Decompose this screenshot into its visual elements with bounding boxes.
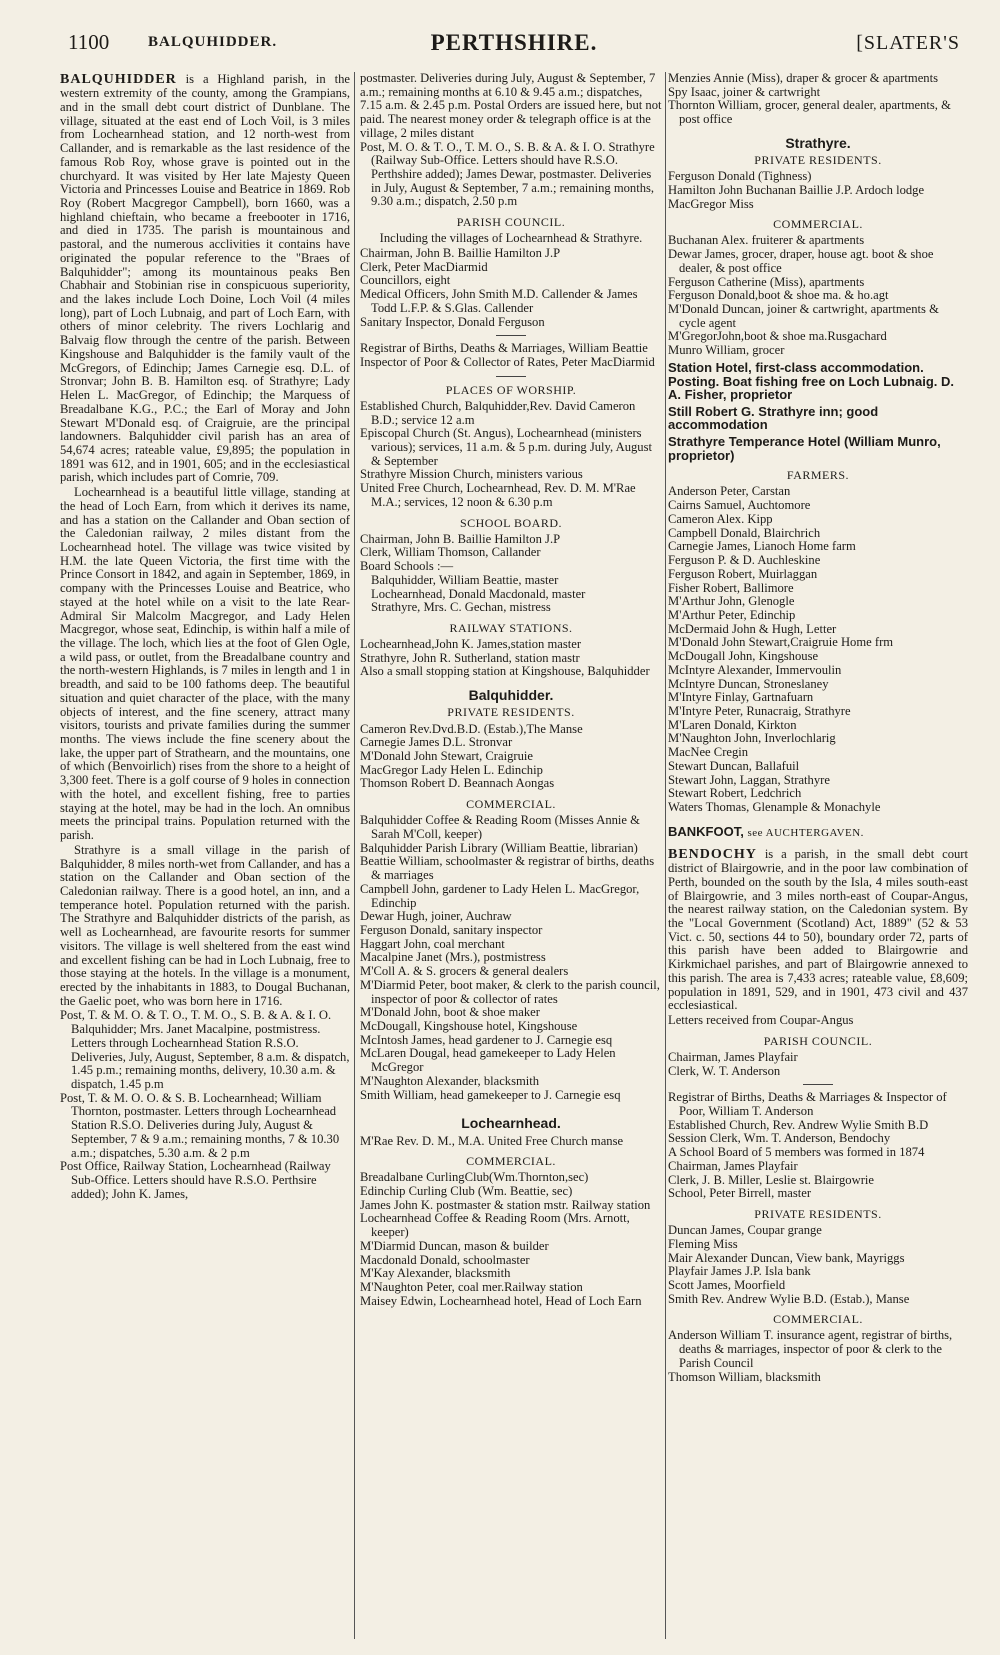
list-item: M'Naughton Peter, coal mer.Railway station	[360, 1280, 583, 1295]
intro-text: is a parish, in the small debt court district of Blairgowrie, and in the poor law combination of Perth, bounded on the south by the Isla, 4 miles south-east of Blairgowrie, and 3 miles north-east of Coupar-Angus, the nearest railway station, on the Caledonian system. By the "Local Government (Scotland) Act, 1889" (52 & 53 Vict. c. 50, sections 44 to 50), boundary order 72, parts of this parish have been added to Blairgowrie and Kirkmichael parishes, and part of Blairgowrie annexed to this parish. The area is 7,433 acres; rateable value, £8,609; population in 1891, 529, and in 1901, 473 civil and 437 ecclesiastical.	[668, 846, 968, 1013]
list-item: Carnegie James, Lianoch Home farm	[668, 539, 856, 554]
list-item: Stewart John, Laggan, Strathyre	[668, 772, 830, 787]
section-heading: FARMERS.	[786, 468, 850, 483]
list-item: Councillors, eight	[360, 273, 451, 288]
list-item: Balquhidder Coffee & Reading Room (Misses Annie & Sarah M'Coll, keeper)	[360, 813, 640, 841]
list-item: Maisey Edwin, Lochearnhead hotel, Head of Loch Earn	[360, 1293, 642, 1308]
list-item: Stewart Duncan, Ballafuil	[668, 758, 800, 773]
intro-text: is a Highland parish, in the western extremity of the county, among the Grampians, and in the small debt court district of Dunblane. The village, situated at the east end of Loch Voil, is 3 miles from Lochearnhead station, and 12 north-west from Callander, and is remarkable as the last residence of the famous Rob Roy, whose grave is pointed out in the churchyard. It was visited by Her late Majesty Queen Victoria and Princesses Louise and Beatrice in 1869. Rob Roy (Robert Macgregor Campbell), born 1660, was a highland chieftain, who became a freebooter in 1716, and died in 1735. The parish is mountainous and pastoral, and the numerous acclivities it contains have originated the popular reference to the "Braes of Balquhidder"; among its mountainous peaks Ben Chabhair and Stobinian rise in conspicuous superiority, and the lakes include Loch Doine, Loch Voil (4 miles long), part of Loch Lubnaig, and part of Loch Earn, with others of minor celebrity. The rivers Lochlarig and Balvaig flow through the centre of the parish. Between Kingshouse and Balquhidder is the family vault of the McGregors, of Edinchip; James Carnegie esq. D.L. of Stronvar; John B. B. Hamilton esq. of Strathyre; Lady Helen L. MacGregor, of Edinchip; the Marquess of Breadalbane K.G., P.C.; the Earl of Moray and John Stewart M'Donald esq. of Craigruie, are the principal landowners. Balquhidder civil parish has an area of 54,674 acres; rateable value, £9,895; the population in 1891 was 612, and in 1901, 605; and in the ecclesiastical parish, which includes part of Comrie, 709.	[60, 72, 350, 485]
list-item: M'Donald Duncan, joiner & cartwright, apartments & cycle agent	[668, 302, 939, 330]
list-item: Ferguson Catherine (Miss), apartments	[668, 274, 865, 289]
list-item: Chairman, James Playfair	[668, 1158, 798, 1173]
list-item: Lochearnhead, Donald Macdonald, master	[371, 586, 586, 601]
list-item: Dewar James, grocer, draper, house agt. boot & shoe dealer, & post office	[668, 247, 934, 275]
list-item: Cairns Samuel, Auchtomore	[668, 498, 811, 513]
lochearnhead-paragraph: Lochearnhead is a beautiful little village, standing at the head of Loch Earn, from which it derives its name, and has a station on the Callander and Oban section of the Caledonian railway, 2 miles distant from the Lochearnhead hotel. The village was twice visited by H.M. the late Queen Victoria, the first time with the Prince Consort in 1842, and again in September, 1869, in company with the Princesses Louise and Beatrice, who stayed at the hotel while on a visit to the late Rear-Admiral Sir Malcolm Macgregor, and Lady Helen Macgregor, whose seat, Edinchip, is within half a mile of the village. The loch, which lies at the foot of Glen Ogle, a wild pass, or outlet, from the Breadalbane country and the north-western Highlands, is 7 miles in length and 1 in breadth, and said to be 100 fathoms deep. The beautiful situation and quiet character of the place, with the many objects of interest, and the fine scenery, attract many visitors, tourists and private families during the summer months. The views include the fine scenery about the lake, the upper part of Strathearn, and the mountains, one of which (Benvoirlich) rises from the shore to a height of 3,300 feet. There is a golf course of 9 holes in connection with the hotel, and excellent fishing, free to parties staying at the hotel, may be had in the loch. An omnibus meets the principal trains. Population returned with the parish.	[60, 485, 350, 843]
post-office-entry: Post Office, Railway Station, Lochearnhead (Railway Sub-Office. Letters should have R.S.O. Perthsire added); John K. James,	[60, 1159, 331, 1201]
list-item: M'Donald John Stewart,Craigruie Home frm	[668, 635, 894, 650]
list-item: Session Clerk, Wm. T. Anderson, Bendochy	[668, 1131, 891, 1146]
list-item: Beattie William, schoolmaster & registrar of births, deaths & marriages	[360, 854, 655, 883]
list-item: Thornton William, grocer, general dealer, apartments, & post office	[668, 98, 951, 127]
bankfoot-cross-reference	[668, 825, 968, 839]
list-item: Duncan James, Coupar grange	[668, 1223, 822, 1238]
list-item: Thomson Robert D. Beannach Aongas	[360, 776, 555, 791]
list-item: Waters Thomas, Glenample & Monachyle	[668, 800, 881, 814]
list-item: Registrar of Births, Deaths & Marriages & Inspector of Poor, William T. Anderson	[668, 1090, 947, 1118]
advertisement: Strathyre Temperance Hotel (William Munro, proprietor)	[668, 434, 941, 463]
column-divider	[665, 72, 666, 1639]
list-item: Ferguson Robert, Muirlaggan	[668, 566, 818, 581]
list-item: School, Peter Birrell, master	[668, 1186, 812, 1201]
list-item: McLaren Dougal, head gamekeeper to Lady Helen McGregor	[360, 1046, 616, 1075]
list-item: Registrar of Births, Deaths & Marriages, William Beattie	[360, 341, 648, 356]
page-number: 1100	[68, 30, 110, 54]
list-item: Chairman, John B. Baillie Hamilton J.P	[360, 531, 561, 546]
section-heading: PRIVATE RESIDENTS.	[447, 705, 575, 720]
list-item: Clerk, W. T. Anderson	[668, 1063, 781, 1078]
running-head-place: BALQUHIDDER.	[148, 34, 278, 50]
list-item: M'Naughton John, Inverlochlarig	[668, 731, 836, 746]
list-item: Medical Officers, John Smith M.D. Callender & James Todd L.F.P. & S.Glas. Callender	[360, 287, 638, 315]
list-item: Established Church, Balquhidder,Rev. David Cameron B.D.; service 12 a.m	[360, 398, 636, 427]
post-office-entry: Post, M. O. & T. O., T. M. O., S. B. & A. & I. O. Strathyre (Railway Sub-Office. Letters should have R.S.O. Perthshire added); James Dewar, postmaster. Deliveries in July, August & September, 7 a.m.; remaining months, 9.30 a.m.; dispatch, 2.50 p.m	[360, 139, 655, 209]
list-item: McIntyre Duncan, Stroneslaney	[668, 676, 829, 691]
list-item: Strathyre, Mrs. C. Gechan, mistress	[371, 600, 551, 615]
list-item: Fleming Miss	[668, 1236, 738, 1251]
list-item: Campbell John, gardener to Lady Helen L. MacGregor, Edinchip	[360, 881, 640, 910]
list-item: Anderson Peter, Carstan	[668, 484, 791, 499]
list-item: Sanitary Inspector, Donald Ferguson	[360, 314, 545, 329]
section-heading: PRIVATE RESIDENTS.	[754, 153, 882, 168]
balquhidder-intro	[60, 72, 350, 485]
list-item: M'Laren Donald, Kirkton	[668, 717, 797, 732]
list-item: Breadalbane CurlingClub(Wm.Thornton,sec)	[360, 1170, 589, 1185]
list-item: Campbell Donald, Blairchrich	[668, 525, 821, 540]
section-heading: COMMERCIAL.	[466, 1154, 556, 1169]
list-item: Balquhidder Parish Library (William Beattie, librarian)	[360, 840, 638, 855]
advertisement: Station Hotel, first-class accommodation. Posting. Boat fishing free on Loch Lubnaig. D. A. Fisher, proprietor	[668, 359, 954, 403]
list-item: McIntosh James, head gardener to J. Carnegie esq	[360, 1032, 613, 1047]
list-item: Macalpine Janet (Mrs.), postmistress	[360, 950, 546, 965]
list-item: McDougall John, Kingshouse	[668, 649, 819, 664]
list-item: Haggart John, coal merchant	[360, 936, 505, 951]
list-item: M'Diarmid Peter, boot maker, & clerk to the parish council, inspector of poor & collector of rates	[360, 977, 660, 1006]
list-item: United Free Church, Lochearnhead, Rev. D. M. M'Rae M.A.; services, 12 noon & 6.30 p.m	[360, 481, 636, 509]
page-header	[68, 30, 960, 64]
list-item: Mair Alexander Duncan, View bank, Mayriggs	[668, 1250, 905, 1265]
list-item: Playfair James J.P. Isla bank	[668, 1264, 811, 1279]
list-item: M'Arthur Peter, Edinchip	[668, 607, 796, 622]
list-item: M'Intyre Finlay, Gartnafuarn	[668, 690, 814, 705]
list-item: Dewar Hugh, joiner, Auchraw	[360, 909, 512, 924]
list-item: M'Diarmid Duncan, mason & builder	[360, 1238, 549, 1253]
post-office-entry: Post, T. & M. O. O. & S. B. Lochearnhead; William Thornton, postmaster. Letters through Lochearnhead Station R.S.O. Deliveries during July, August & September, 7 & 9 a.m.; remaining months, 7 & 10.30 a.m.; dispatches, 5.30 a.m. & 2 p.m	[60, 1090, 340, 1160]
section-divider	[496, 335, 526, 336]
section-heading: PARISH COUNCIL.	[456, 215, 566, 230]
list-item: Hamilton John Buchanan Baillie J.P. Ardoch lodge	[668, 182, 925, 197]
list-item: Munro William, grocer	[668, 343, 785, 358]
column-2	[360, 72, 662, 1639]
list-item: M'GregorJohn,boot & shoe ma.Rusgachard	[668, 329, 887, 344]
list-item: MacGregor Miss	[668, 196, 754, 211]
list-item: McDermaid John & Hugh, Letter	[668, 621, 837, 636]
list-item: Clerk, Peter MacDiarmid	[360, 259, 488, 274]
list-item: Menzies Annie (Miss), draper & grocer & apartments	[668, 72, 938, 85]
list-item: Lochearnhead Coffee & Reading Room (Mrs. Arnott, keeper)	[360, 1211, 630, 1240]
bankfoot-ref: see AUCHTERGAVEN.	[747, 826, 864, 839]
list-item: Cameron Rev.Dvd.B.D. (Estab.),The Manse	[360, 721, 583, 736]
list-item: Edinchip Curling Club (Wm. Beattie, sec)	[360, 1184, 573, 1199]
list-item: Anderson William T. insurance agent, registrar of births, deaths & marriages, inspector of poor & clerk to the Parish Council	[668, 1328, 953, 1370]
entry-list	[360, 247, 662, 329]
list-item: Ferguson Donald (Tighness)	[668, 169, 812, 184]
list-item: Balquhidder, William Beattie, master	[371, 572, 559, 587]
publisher-mark: [SLATER'S	[856, 32, 960, 54]
parish-title: BALQUHIDDER	[60, 72, 177, 87]
list-item: Carnegie James D.L. Stronvar	[360, 735, 513, 750]
advertisement: Still Robert G. Strathyre inn; good accommodation	[668, 403, 879, 433]
list-item: Spy Isaac, joiner & cartwright	[668, 84, 821, 99]
list-item: M'Naughton Alexander, blacksmith	[360, 1073, 540, 1088]
town-heading: Lochearnhead.	[461, 1115, 561, 1132]
list-item: Smith Rev. Andrew Wylie B.D. (Estab.), Manse	[668, 1291, 910, 1306]
post-office-continuation: postmaster. Deliveries during July, August & September, 7 a.m.; remaining months at 6.10 & 9.45 a.m.; dispatches, 7.15 a.m. & 2.45 p.m. Postal Orders are issued here, but not paid. The nearest money order & telegraph office is at the village, 2 miles distant	[360, 72, 662, 140]
town-heading: Strathyre.	[785, 134, 851, 151]
list-item: M'Arthur John, Glenogle	[668, 594, 795, 609]
list-item: Buchanan Alex. fruiterer & apartments	[668, 233, 865, 248]
section-heading: COMMERCIAL.	[773, 1312, 863, 1327]
section-heading: COMMERCIAL.	[773, 217, 863, 232]
list-item: M'Intyre Peter, Runacraig, Strathyre	[668, 703, 851, 718]
list-item: Board Schools :—	[360, 559, 454, 574]
section-heading: PARISH COUNCIL.	[763, 1033, 873, 1048]
section-heading: COMMERCIAL.	[466, 797, 556, 812]
parish-title: BENDOCHY	[668, 846, 757, 862]
list-item: Stewart Robert, Ledchrich	[668, 786, 802, 801]
section-divider	[496, 376, 526, 377]
list-item: Cameron Alex. Kipp	[668, 511, 773, 526]
list-item: M'Donald John Stewart, Craigruie	[360, 748, 533, 763]
list-item: MacNee Cregin	[668, 745, 749, 760]
list-item: Ferguson P. & D. Auchleskine	[668, 553, 821, 568]
section-heading: RAILWAY STATIONS.	[449, 620, 573, 635]
section-heading: PLACES OF WORSHIP.	[445, 382, 577, 397]
list-item: M'Kay Alexander, blacksmith	[360, 1266, 511, 1281]
list-item: Clerk, J. B. Miller, Leslie st. Blairgowrie	[668, 1172, 874, 1187]
list-item: Inspector of Poor & Collector of Rates, Peter MacDiarmid	[360, 355, 655, 370]
list-item: Smith William, head gamekeeper to J. Carnegie esq	[360, 1087, 621, 1102]
section-heading: SCHOOL BOARD.	[459, 515, 563, 530]
county-title: PERTHSHIRE.	[430, 30, 598, 55]
list-item: M'Donald John, boot & shoe maker	[360, 1005, 540, 1020]
column-divider	[354, 72, 355, 1639]
list-item: Letters received from Coupar-Angus	[668, 1013, 854, 1028]
list-item: James John K. postmaster & station mstr. Railway station	[360, 1197, 651, 1212]
list-item: Chairman, James Playfair	[668, 1049, 798, 1064]
list-item: Ferguson Donald,boot & shoe ma. & ho.agt	[668, 288, 889, 303]
list-item: Ferguson Donald, sanitary inspector	[360, 922, 543, 937]
list-item: Episcopal Church (St. Angus), Lochearnhead (ministers various); services, 11 a.m. & 5 p.m. during July, August & September	[360, 426, 652, 468]
list-item: M'Coll A. & S. grocers & general dealers	[360, 964, 569, 979]
bendochy-intro	[668, 847, 968, 1013]
list-item: Established Church, Rev. Andrew Wylie Smith B.D	[668, 1117, 929, 1132]
list-item: A School Board of 5 members was formed in 1874	[668, 1145, 925, 1160]
list-item: Clerk, William Thomson, Callander	[360, 545, 541, 560]
section-intro: Including the villages of Lochearnhead & Strathyre.	[379, 231, 643, 246]
list-item: M'Rae Rev. D. M., M.A. United Free Church manse	[360, 1133, 624, 1148]
list-item: Lochearnhead,John K. James,station master	[360, 637, 582, 652]
town-heading: Balquhidder.	[468, 687, 554, 704]
list-item: McIntyre Alexander, Immervoulin	[668, 662, 842, 677]
list-item: Macdonald Donald, schoolmaster	[360, 1252, 530, 1267]
list-item: Also a small stopping station at Kingshouse, Balquhidder	[360, 664, 650, 679]
list-item: MacGregor Lady Helen L. Edinchip	[360, 762, 543, 777]
list-item: Strathyre Mission Church, ministers various	[360, 467, 583, 482]
list-item: Thomson William, blacksmith	[668, 1369, 821, 1384]
strathyre-paragraph: Strathyre is a small village in the parish of Balquhidder, 8 miles north-wet from Callander, and has a station on the Callander and Oban section of the Caledonian railway. There is a good hotel, an inn, and a temperance hotel. Population returned with the parish. The Strathyre and Balquhidder districts of the parish, as well as Lochearnhead, are favourite resorts for summer visitors. The village is well sheltered from the east wind and excellent fishing can be had in Loch Lubnaig, free to those staying at the hotels. In the village is a monument, erected by the inhabitants in 1883, to Dougal Buchanan, the Gaelic poet, who was born here in 1716.	[60, 842, 350, 1008]
list-item: Fisher Robert, Ballimore	[668, 580, 794, 595]
column-3	[668, 72, 968, 1639]
list-item: Strathyre, John R. Sutherland, station mastr	[360, 650, 580, 665]
post-office-entry: Post, T. & M. O. & T. O., T. M. O., S. B. & A. & I. O. Balquhidder; Mrs. Janet Macalpine, postmistress. Letters through Lochearnhead Station R.S.O. Deliveries, July, August, September, 8 a.m. & dispatch, 1.45 p.m.; remaining months, delivery, 10.30 a.m. & dispatch, 1.45 p.m	[60, 1008, 350, 1091]
column-1	[60, 72, 350, 1639]
section-divider	[803, 1084, 833, 1085]
bankfoot-name: BANKFOOT,	[668, 823, 744, 839]
list-item: McDougall, Kingshouse hotel, Kingshouse	[360, 1018, 578, 1033]
list-item: Chairman, John B. Baillie Hamilton J.P	[360, 245, 561, 260]
list-item: Scott James, Moorfield	[668, 1277, 786, 1292]
section-heading: PRIVATE RESIDENTS.	[754, 1207, 882, 1222]
